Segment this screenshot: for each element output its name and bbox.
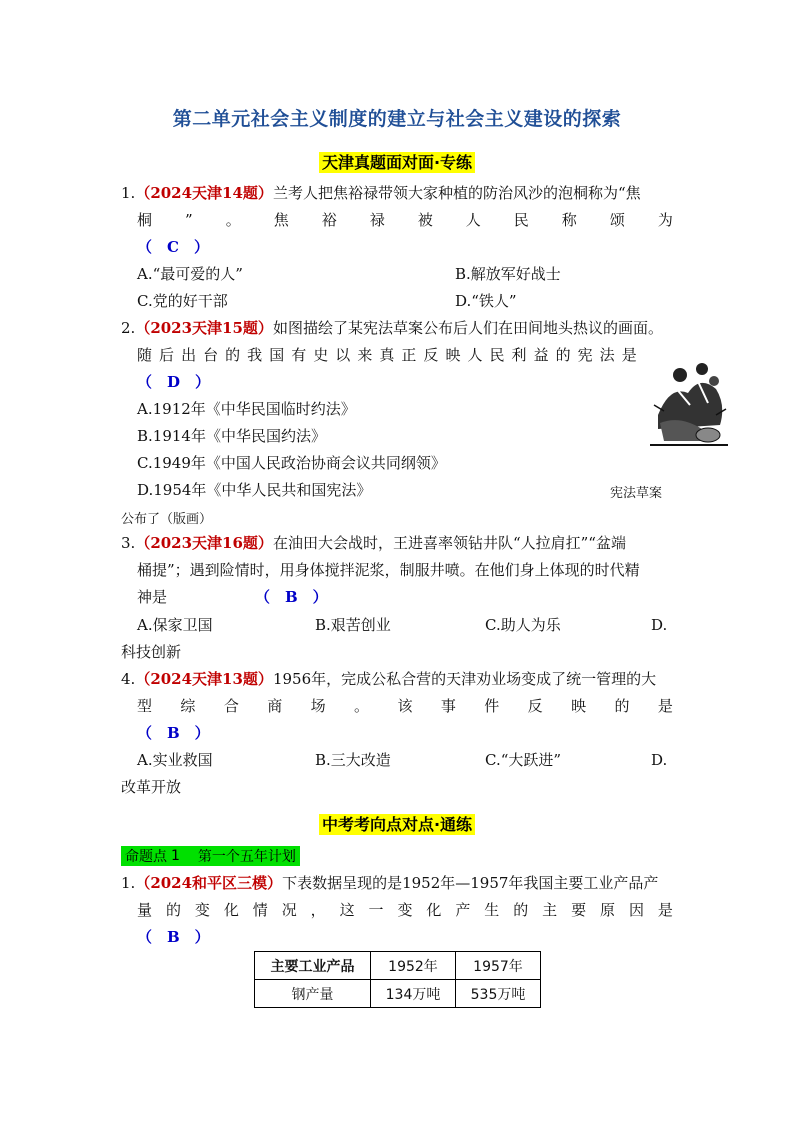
answer-bracket: （ B ） xyxy=(137,928,210,946)
question-source: （2024天津13题） xyxy=(135,670,273,688)
question-number: 3. xyxy=(121,534,136,552)
justified-char: 是 xyxy=(621,346,637,364)
question-number: 1. xyxy=(121,184,136,202)
section-heading-practice xyxy=(0,812,794,835)
justified-char: 真 xyxy=(379,346,395,364)
justified-char: 主 xyxy=(542,901,558,919)
justified-char: 为 xyxy=(657,211,673,229)
justified-char: 的 xyxy=(555,346,571,364)
justified-char: 型 xyxy=(137,697,153,715)
justified-char: 史 xyxy=(313,346,329,364)
question-number: 4. xyxy=(121,670,136,688)
justified-char: 变 xyxy=(194,901,210,919)
answer-bracket: （ D ） xyxy=(137,373,211,391)
question-source: （2024和平区三模） xyxy=(135,874,283,892)
question-source: （2023天津16题） xyxy=(135,534,273,552)
option-a: A.1912年《中华民国临时约法》 xyxy=(137,400,356,418)
justified-char: 称 xyxy=(561,211,577,229)
justified-char: 合 xyxy=(223,697,239,715)
table-row xyxy=(255,980,541,1008)
justified-char: 颂 xyxy=(609,211,625,229)
justified-char: 桐 xyxy=(137,211,153,229)
justified-char: 的 xyxy=(225,346,241,364)
answer-bracket: （ C ） xyxy=(137,238,209,256)
option-a: A.保家卫国 xyxy=(137,616,213,634)
option-c: C.1949年《中国人民政治协商会议共同纲领》 xyxy=(137,454,446,472)
justified-char: 商 xyxy=(267,697,283,715)
justified-char: 益 xyxy=(533,346,549,364)
justified-char: 场 xyxy=(310,697,326,715)
option-c: C.助人为乐 xyxy=(485,616,561,634)
question-number: 2. xyxy=(121,319,136,337)
justified-char: ” xyxy=(185,211,193,229)
table-cell: 134万吨 xyxy=(371,980,456,1008)
section-heading-real-exams xyxy=(0,150,794,173)
justified-char: 件 xyxy=(484,697,500,715)
justified-char: 裕 xyxy=(321,211,337,229)
question-text-justified xyxy=(137,693,673,720)
justified-char: 宪 xyxy=(577,346,593,364)
production-table xyxy=(254,951,541,1008)
justified-char: 利 xyxy=(511,346,527,364)
justified-char: 民 xyxy=(513,211,529,229)
topic-label: 命题点 xyxy=(125,849,167,865)
justified-char: 变 xyxy=(397,901,413,919)
option-a: A.“最可爱的人” xyxy=(137,265,243,283)
question-text-justified xyxy=(137,897,673,924)
justified-char: 量 xyxy=(137,901,153,919)
justified-char: 的 xyxy=(614,697,630,715)
justified-char: 事 xyxy=(440,697,456,715)
question-source: （2024天津14题） xyxy=(135,184,273,202)
page-title: 第二单元社会主义制度的建立与社会主义建设的探索 xyxy=(172,108,622,130)
question-text-justified xyxy=(137,342,637,369)
justified-char: 被 xyxy=(417,211,433,229)
option-c: C.党的好干部 xyxy=(137,292,228,310)
justified-char: 后 xyxy=(159,346,175,364)
justified-char: 出 xyxy=(181,346,197,364)
option-b: B.解放军好战士 xyxy=(455,265,561,283)
justified-char: 我 xyxy=(247,346,263,364)
table-header-row xyxy=(255,952,541,980)
justified-char: 正 xyxy=(401,346,417,364)
justified-char: 该 xyxy=(397,697,413,715)
option-d: D.“铁人” xyxy=(455,292,517,310)
table-cell: 钢产量 xyxy=(255,980,371,1008)
justified-char: 国 xyxy=(269,346,285,364)
option-c: C.“大跃进” xyxy=(485,751,562,769)
justified-char: 反 xyxy=(527,697,543,715)
answer-bracket: （ B ） xyxy=(255,588,328,606)
justified-char: 化 xyxy=(223,901,239,919)
justified-char: 映 xyxy=(571,697,587,715)
question-number: 1. xyxy=(121,874,136,892)
justified-char: 。 xyxy=(225,211,241,229)
image-caption: 宪法草案 xyxy=(610,486,663,501)
justified-char: 一 xyxy=(368,901,384,919)
option-b: B.艰苦创业 xyxy=(315,616,391,634)
justified-char: 是 xyxy=(657,697,673,715)
justified-char: 民 xyxy=(489,346,505,364)
justified-char: 情 xyxy=(252,901,268,919)
justified-char: 因 xyxy=(628,901,644,919)
justified-char: 况 xyxy=(281,901,297,919)
justified-char: 映 xyxy=(445,346,461,364)
question-text-line2: 桶提”；遇到险情时，用身体搅拌泥浆，制服井喷。在他们身上体现的时代精 xyxy=(137,561,640,579)
justified-char: 来 xyxy=(357,346,373,364)
justified-char: 生 xyxy=(484,901,500,919)
topic-tag xyxy=(121,846,300,866)
justified-char: 是 xyxy=(657,901,673,919)
justified-char: 反 xyxy=(423,346,439,364)
option-d: D. xyxy=(651,751,668,769)
justified-char: 化 xyxy=(426,901,442,919)
justified-char: 。 xyxy=(354,697,370,715)
justified-char: ， xyxy=(310,901,326,919)
question-text-line3: 神是 xyxy=(137,588,168,606)
justified-char: 综 xyxy=(180,697,196,715)
option-d: D.1954年《中华人民共和国宪法》 xyxy=(137,481,372,499)
justified-char: 有 xyxy=(291,346,307,364)
justified-char: 法 xyxy=(599,346,615,364)
justified-char: 要 xyxy=(571,901,587,919)
justified-char: 产 xyxy=(455,901,471,919)
table-cell: 535万吨 xyxy=(456,980,541,1008)
justified-char: 原 xyxy=(600,901,616,919)
justified-char: 随 xyxy=(137,346,153,364)
justified-char: 禄 xyxy=(369,211,385,229)
question-text-justified xyxy=(137,207,673,234)
justified-char: 人 xyxy=(467,346,483,364)
question-text: 如图描绘了某宪法草案公布后人们在田间地头热议的画面。 xyxy=(272,319,663,337)
table-header-cell: 1957年 xyxy=(456,952,541,980)
justified-char: 以 xyxy=(335,346,351,364)
question-source: （2023天津15题） xyxy=(135,319,273,337)
section-heading-label: 中考考向点对点·通练 xyxy=(319,814,475,835)
option-a: A.实业救国 xyxy=(137,751,213,769)
question-text: 在油田大会战时，王进喜率领钻井队“人拉肩扛”“盆端 xyxy=(272,534,626,552)
table-header-cell: 1952年 xyxy=(371,952,456,980)
option-d: D. xyxy=(651,616,668,634)
question-text: 兰考人把焦裕禄带领大家种植的防治风沙的泡桐称为“焦 xyxy=(272,184,641,202)
woodcut-illustration xyxy=(650,345,728,449)
question-text: 1956年，完成公私合营的天津劝业场变成了统一管理的大 xyxy=(272,670,657,688)
option-d-text: 科技创新 xyxy=(121,643,182,661)
option-b: B.1914年《中华民国约法》 xyxy=(137,427,326,445)
justified-char: 的 xyxy=(165,901,181,919)
justified-char: 的 xyxy=(513,901,529,919)
option-d-text: 改革开放 xyxy=(121,778,182,796)
option-b: B.三大改造 xyxy=(315,751,391,769)
justified-char: 台 xyxy=(203,346,219,364)
justified-char: 焦 xyxy=(273,211,289,229)
question-text: 下表数据呈现的是1952年—1957年我国主要工业产品产 xyxy=(282,874,659,892)
table-header-cell: 主要工业产品 xyxy=(255,952,371,980)
justified-char: 人 xyxy=(465,211,481,229)
justified-char: 这 xyxy=(339,901,355,919)
answer-bracket: （ B ） xyxy=(137,724,210,742)
section-heading-label: 天津真题面对面·专练 xyxy=(319,152,475,173)
topic-number: 1 xyxy=(171,848,180,864)
topic-name: 第一个五年计划 xyxy=(197,849,296,865)
image-caption-continued: 公布了（版画） xyxy=(121,512,213,527)
